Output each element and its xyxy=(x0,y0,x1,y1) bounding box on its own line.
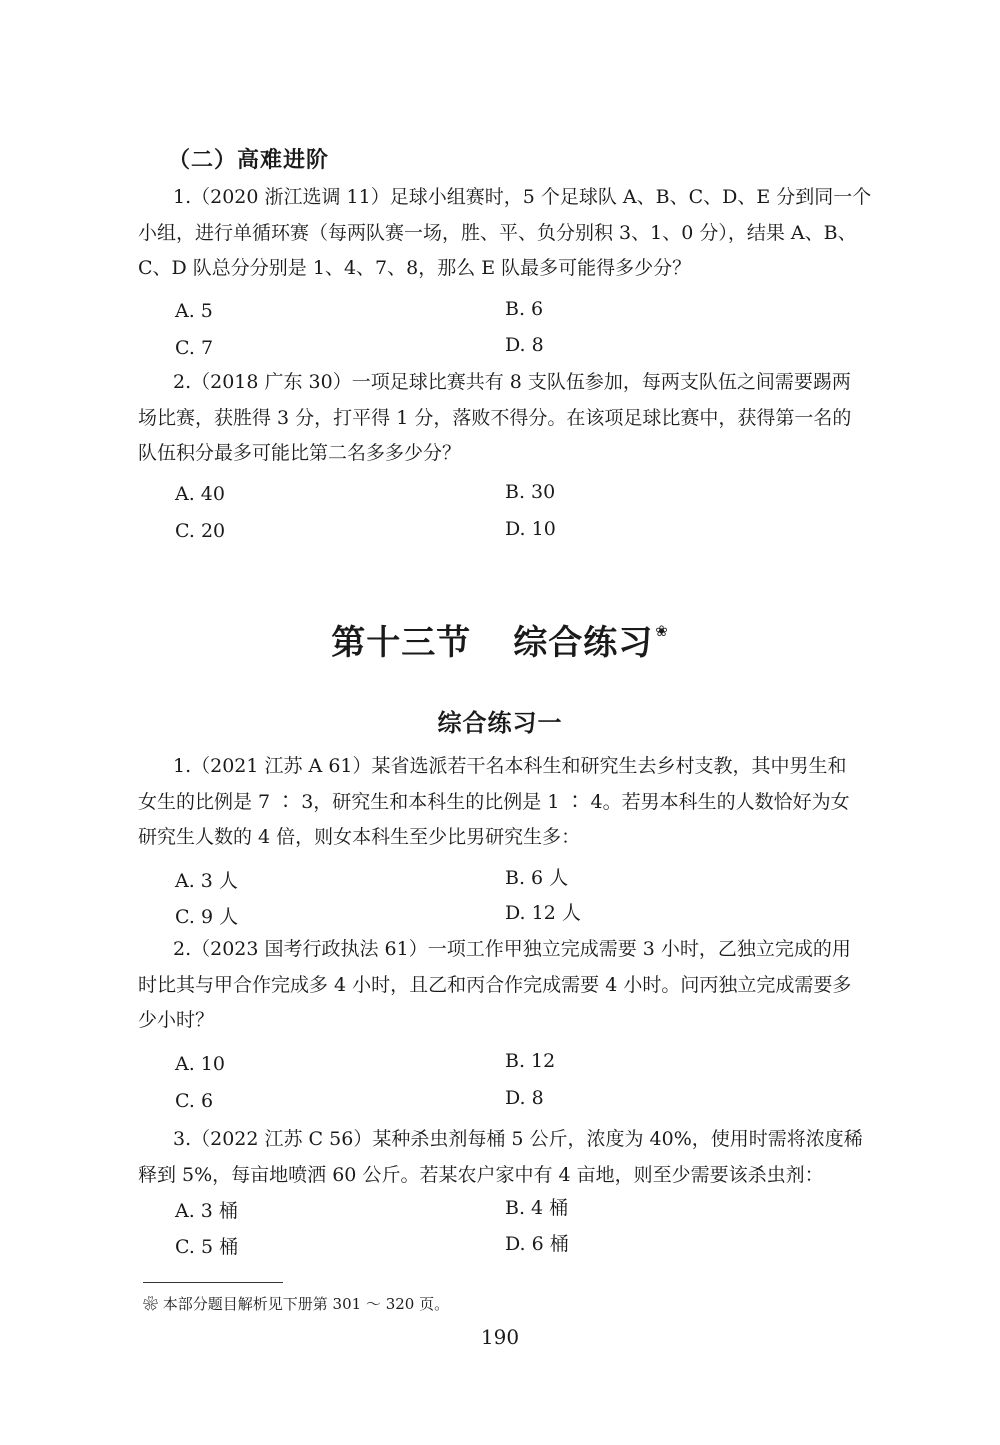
option-c: C. 5 桶 xyxy=(175,1236,239,1258)
question-line: 释到 5%，每亩地喷洒 60 公斤。若某农户家中有 4 亩地，则至少需要该杀虫剂： xyxy=(138,1163,824,1186)
question-line: 研究生人数的 4 倍，则女本科生至少比男研究生多： xyxy=(138,826,581,848)
option-a: A. 40 xyxy=(175,483,225,505)
section-name: 综合练习 xyxy=(513,623,654,663)
question-line: 2.（2023 国考行政执法 61）一项工作甲独立完成需要 3 小时，乙独立完成的用 xyxy=(173,938,851,960)
option-b: B. 6 xyxy=(505,298,544,320)
option-b: B. 12 xyxy=(505,1050,556,1072)
question-line: 时比其与甲合作完成多 4 小时，且乙和丙合作完成需要 4 小时。问丙独立完成需要多 xyxy=(138,973,852,996)
question-a2 xyxy=(138,365,883,472)
option-d: D. 6 桶 xyxy=(505,1233,569,1255)
footnote-mark-icon: ❀ xyxy=(655,622,669,640)
option-a: A. 10 xyxy=(175,1053,225,1075)
question-line: 1.（2021 江苏 A 61）某省选派若干名本科生和研究生去乡村支教，其中男生和 xyxy=(173,755,847,777)
option-a: A. 3 桶 xyxy=(175,1200,238,1222)
option-c: C. 7 xyxy=(175,337,214,359)
option-a: A. 5 xyxy=(175,300,213,322)
question-line: 队伍积分最多可能比第二名多多少分？ xyxy=(138,442,462,464)
exercise-title: 综合练习一 xyxy=(437,709,563,737)
page-number: 190 xyxy=(480,1325,520,1349)
question-b3 xyxy=(138,1122,883,1193)
question-line: C、D 队总分分别是 1、4、7、8，那么 E 队最多可能得多少分？ xyxy=(138,257,692,279)
question-b1 xyxy=(138,749,883,856)
section-title xyxy=(0,615,1000,664)
question-line: 2.（2018 广东 30）一项足球比赛共有 8 支队伍参加，每两支队伍之间需要踢两 xyxy=(173,371,851,393)
footnote-divider xyxy=(143,1282,283,1283)
question-line: 女生的比例是 7 ∶ 3，研究生和本科生的比例是 1 ∶ 4。若男本科生的人数恰好为女 xyxy=(138,790,850,813)
question-line: 场比赛，获胜得 3 分，打平得 1 分，落败不得分。在该项足球比赛中，获得第一名的 xyxy=(138,406,852,429)
option-b: B. 6 人 xyxy=(505,867,569,889)
question-line: 小组，进行单循环赛（每两队赛一场，胜、平、负分别积 3、1、0 分），结果 A、B、 xyxy=(138,221,857,244)
subsection-heading: （二）高难进阶 xyxy=(168,148,330,173)
option-d: D. 12 人 xyxy=(505,902,581,924)
section-number: 第十三节 xyxy=(331,623,472,663)
question-a1 xyxy=(138,180,883,287)
option-c: C. 9 人 xyxy=(175,906,239,928)
option-c: C. 20 xyxy=(175,520,226,542)
option-c: C. 6 xyxy=(175,1090,214,1112)
option-d: D. 8 xyxy=(505,334,544,356)
footnote: ❀ 本部分题目解析见下册第 301 ～ 320 页。 xyxy=(143,1295,450,1313)
question-line: 3.（2022 江苏 C 56）某种杀虫剂每桶 5 公斤，浓度为 40%，使用时需将浓度稀 xyxy=(173,1128,863,1150)
question-line: 少小时？ xyxy=(138,1009,215,1031)
question-line: 1.（2020 浙江选调 11）足球小组赛时，5 个足球队 A、B、C、D、E 分到同一个 xyxy=(173,186,872,208)
option-a: A. 3 人 xyxy=(175,870,238,892)
question-b2 xyxy=(138,932,883,1039)
option-b: B. 30 xyxy=(505,481,556,503)
option-d: D. 8 xyxy=(505,1087,544,1109)
option-d: D. 10 xyxy=(505,518,556,540)
option-b: B. 4 桶 xyxy=(505,1197,569,1219)
